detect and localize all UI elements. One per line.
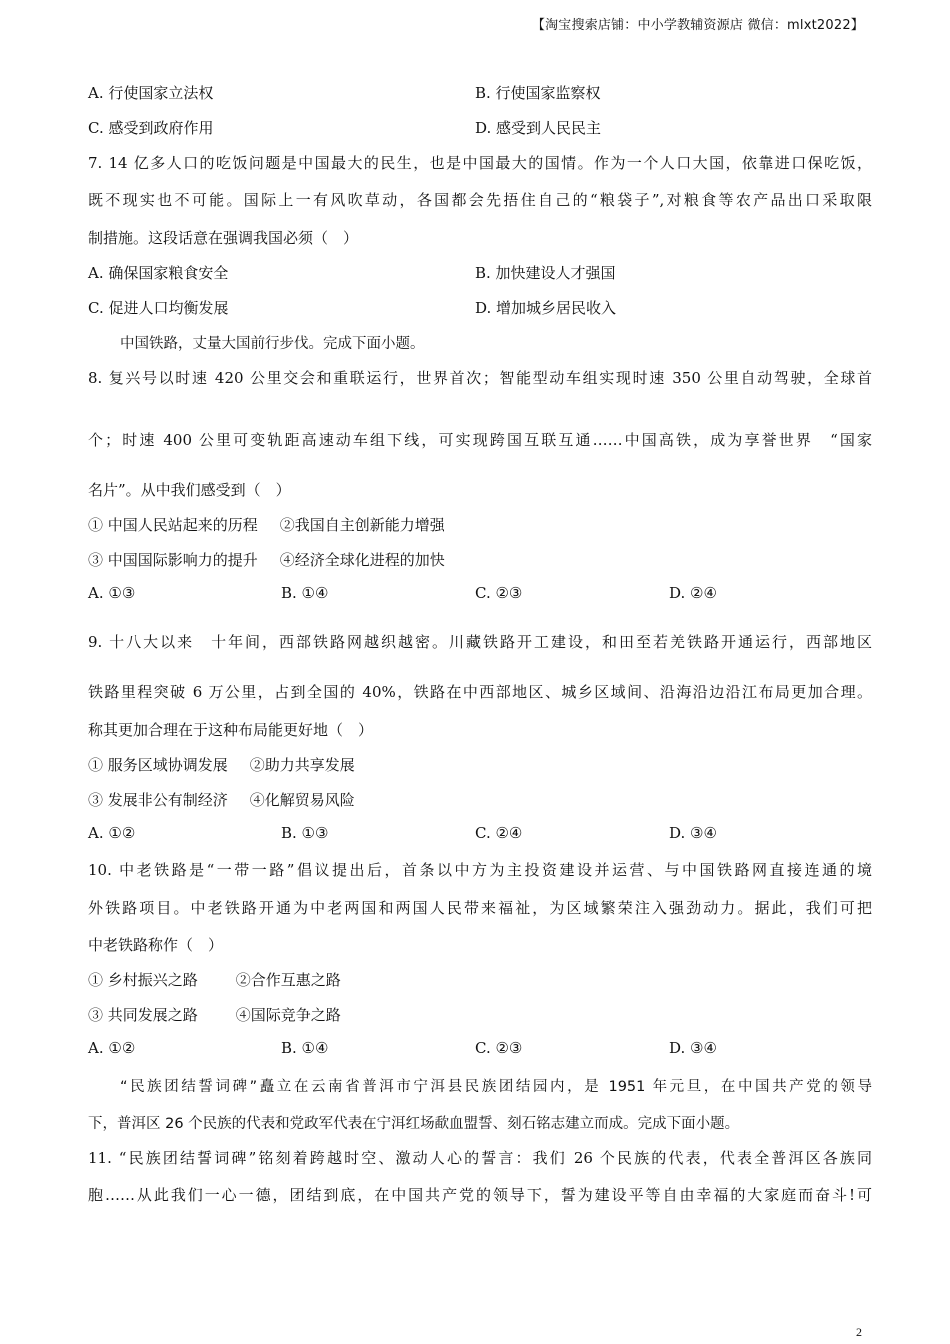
q7-stem-line: 制措施。这段话意在强调我国必须（ ） (88, 229, 359, 247)
q9-option-a: A. ①② (88, 824, 136, 842)
q8-statement-2: ②我国自主创新能力增强 (279, 516, 445, 534)
q10-option-a: A. ①② (88, 1039, 136, 1057)
q8-statements-row (88, 549, 445, 570)
q10-statement-1: ① 乡村振兴之路 (88, 971, 198, 989)
q8-option-b: B. ①④ (281, 584, 329, 602)
q9-statement-1: ① 服务区域协调发展 (88, 756, 228, 774)
q8-option-a: A. ①③ (88, 584, 136, 602)
q9-option-b: B. ①③ (281, 824, 329, 842)
q9-statement-3: ③ 发展非公有制经济 (88, 791, 228, 809)
q6-option-a: A. 行使国家立法权 (88, 84, 214, 102)
q9-stem-line: 称其更加合理在于这种布局能更好地（ ） (88, 721, 374, 739)
q10-statements-row (88, 969, 341, 990)
q7-stem-line: 既不现实也不可能。国际上一有风吹草动，各国都会先捂住自己的“粮袋子”,对粮食等农产品出口采取限 (88, 191, 872, 209)
q7-option-d: D. 增加城乡居民收入 (475, 299, 617, 317)
q7-stem-line: 7. 14 亿多人口的吃饭问题是中国最大的民生，也是中国最大的国情。作为一个人口大国，依靠进口保吃饭， (88, 154, 872, 172)
q10-option-d: D. ③④ (669, 1039, 717, 1057)
q11-stem-line: 11. “民族团结誓词碑”铭刻着跨越时空、激动人心的誓言：我们 26 个民族的代表，代表全普洱区各族同 (88, 1149, 872, 1167)
q9-statements-row (88, 789, 355, 810)
q10-stem-line: 外铁路项目。中老铁路开通为中老两国和两国人民带来福祉，为区域繁荣注入强劲动力。据此，我们可把 (88, 899, 872, 917)
q10-option-c: C. ②③ (475, 1039, 523, 1057)
q10-statements-row (88, 1004, 341, 1025)
q8-option-d: D. ②④ (669, 584, 717, 602)
q9-option-c: C. ②④ (475, 824, 523, 842)
page-number: 2 (856, 1325, 862, 1339)
material-intro: 中国铁路，丈量大国前行步伐。完成下面小题。 (120, 336, 425, 352)
q9-stem-line: 9. 十八大以来 十年间，西部铁路网越织越密。川藏铁路开工建设，和田至若羌铁路开通运行，西部地区 (88, 633, 872, 651)
q6-option-c: C. 感受到政府作用 (88, 119, 214, 137)
q9-statements-row (88, 754, 355, 775)
q9-statement-2: ②助力共享发展 (249, 756, 355, 774)
q11-stem-line: 胞……从此我们一心一德，团结到底，在中国共产党的领导下，誓为建设平等自由幸福的大家庭而奋斗!可 (88, 1186, 872, 1204)
q10-statement-2: ②合作互惠之路 (235, 971, 341, 989)
material-intro: “民族团结誓词碑”矗立在云南省普洱市宁洱县民族团结园内，是 1951 年元旦，在中国共产党的领导 (120, 1079, 872, 1095)
q7-option-a: A. 确保国家粮食安全 (88, 264, 229, 282)
q8-statements-row (88, 514, 445, 535)
q9-stem-line: 铁路里程突破 6 万公里，占到全国的 40%，铁路在中西部地区、城乡区域间、沿海沿边沿江布局更加合理。 (88, 683, 872, 701)
q8-stem-line: 名片”。从中我们感受到（ ） (88, 481, 291, 499)
q8-statement-4: ④经济全球化进程的加快 (279, 551, 445, 569)
q10-statement-3: ③ 共同发展之路 (88, 1006, 198, 1024)
q10-option-b: B. ①④ (281, 1039, 329, 1057)
q10-stem-line: 中老铁路称作（ ） (88, 936, 224, 954)
q6-option-b: B. 行使国家监察权 (475, 84, 601, 102)
q8-stem-line: 个；时速 400 公里可变轨距高速动车组下线，可实现跨国互联互通……中国高铁，成为享誉世界 “国家 (88, 431, 872, 449)
page-header: 【淘宝搜索店铺：中小学教辅资源店 微信：mlxt2022】 (531, 18, 864, 33)
q7-option-b: B. 加快建设人才强国 (475, 264, 616, 282)
q10-statement-4: ④国际竞争之路 (235, 1006, 341, 1024)
q8-stem-line: 8. 复兴号以时速 420 公里交会和重联运行，世界首次；智能型动车组实现时速 350 公里自动驾驶，全球首 (88, 369, 872, 387)
q7-option-c: C. 促进人口均衡发展 (88, 299, 229, 317)
q6-option-d: D. 感受到人民民主 (475, 119, 602, 137)
q8-statement-3: ③ 中国国际影响力的提升 (88, 551, 258, 569)
q8-option-c: C. ②③ (475, 584, 523, 602)
q8-statement-1: ① 中国人民站起来的历程 (88, 516, 258, 534)
q9-statement-4: ④化解贸易风险 (249, 791, 355, 809)
material-intro: 下，普洱区 26 个民族的代表和党政军代表在宁洱红场歃血盟誓、刻石铭志建立而成。完成下面小题。 (88, 1116, 740, 1132)
q10-stem-line: 10. 中老铁路是“一带一路”倡议提出后，首条以中方为主投资建设并运营、与中国铁路网直接连通的境 (88, 861, 872, 879)
q9-option-d: D. ③④ (669, 824, 717, 842)
